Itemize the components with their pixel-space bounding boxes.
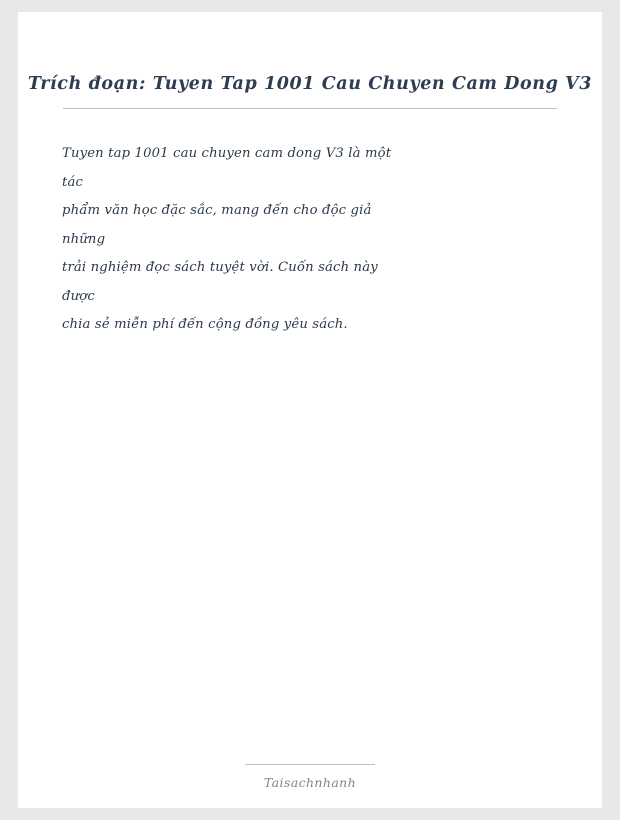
body-line: trải nghiệm đọc sách tuyệt vời. Cuốn sách này: [62, 260, 378, 275]
body-line: chia sẻ miễn phí đến cộng đồng yêu sách.: [62, 317, 348, 332]
title-divider: [63, 108, 557, 109]
body-line: tác: [62, 174, 83, 190]
body-line: những: [62, 231, 106, 247]
page-footer: [18, 764, 602, 790]
body-line: Tuyen tap 1001 cau chuyen cam dong V3 là một: [62, 146, 392, 161]
body-line: được: [62, 288, 95, 304]
page-title: Trích đoạn: Tuyen Tap 1001 Cau Chuyen Cam Dong V3: [27, 74, 593, 94]
footer-watermark: Taisachnhanh: [263, 775, 357, 790]
document-body: [62, 140, 542, 340]
body-line: phẩm văn học đặc sắc, mang đến cho độc giả: [62, 203, 372, 218]
document-page: [18, 12, 602, 808]
footer-divider: [245, 764, 375, 765]
